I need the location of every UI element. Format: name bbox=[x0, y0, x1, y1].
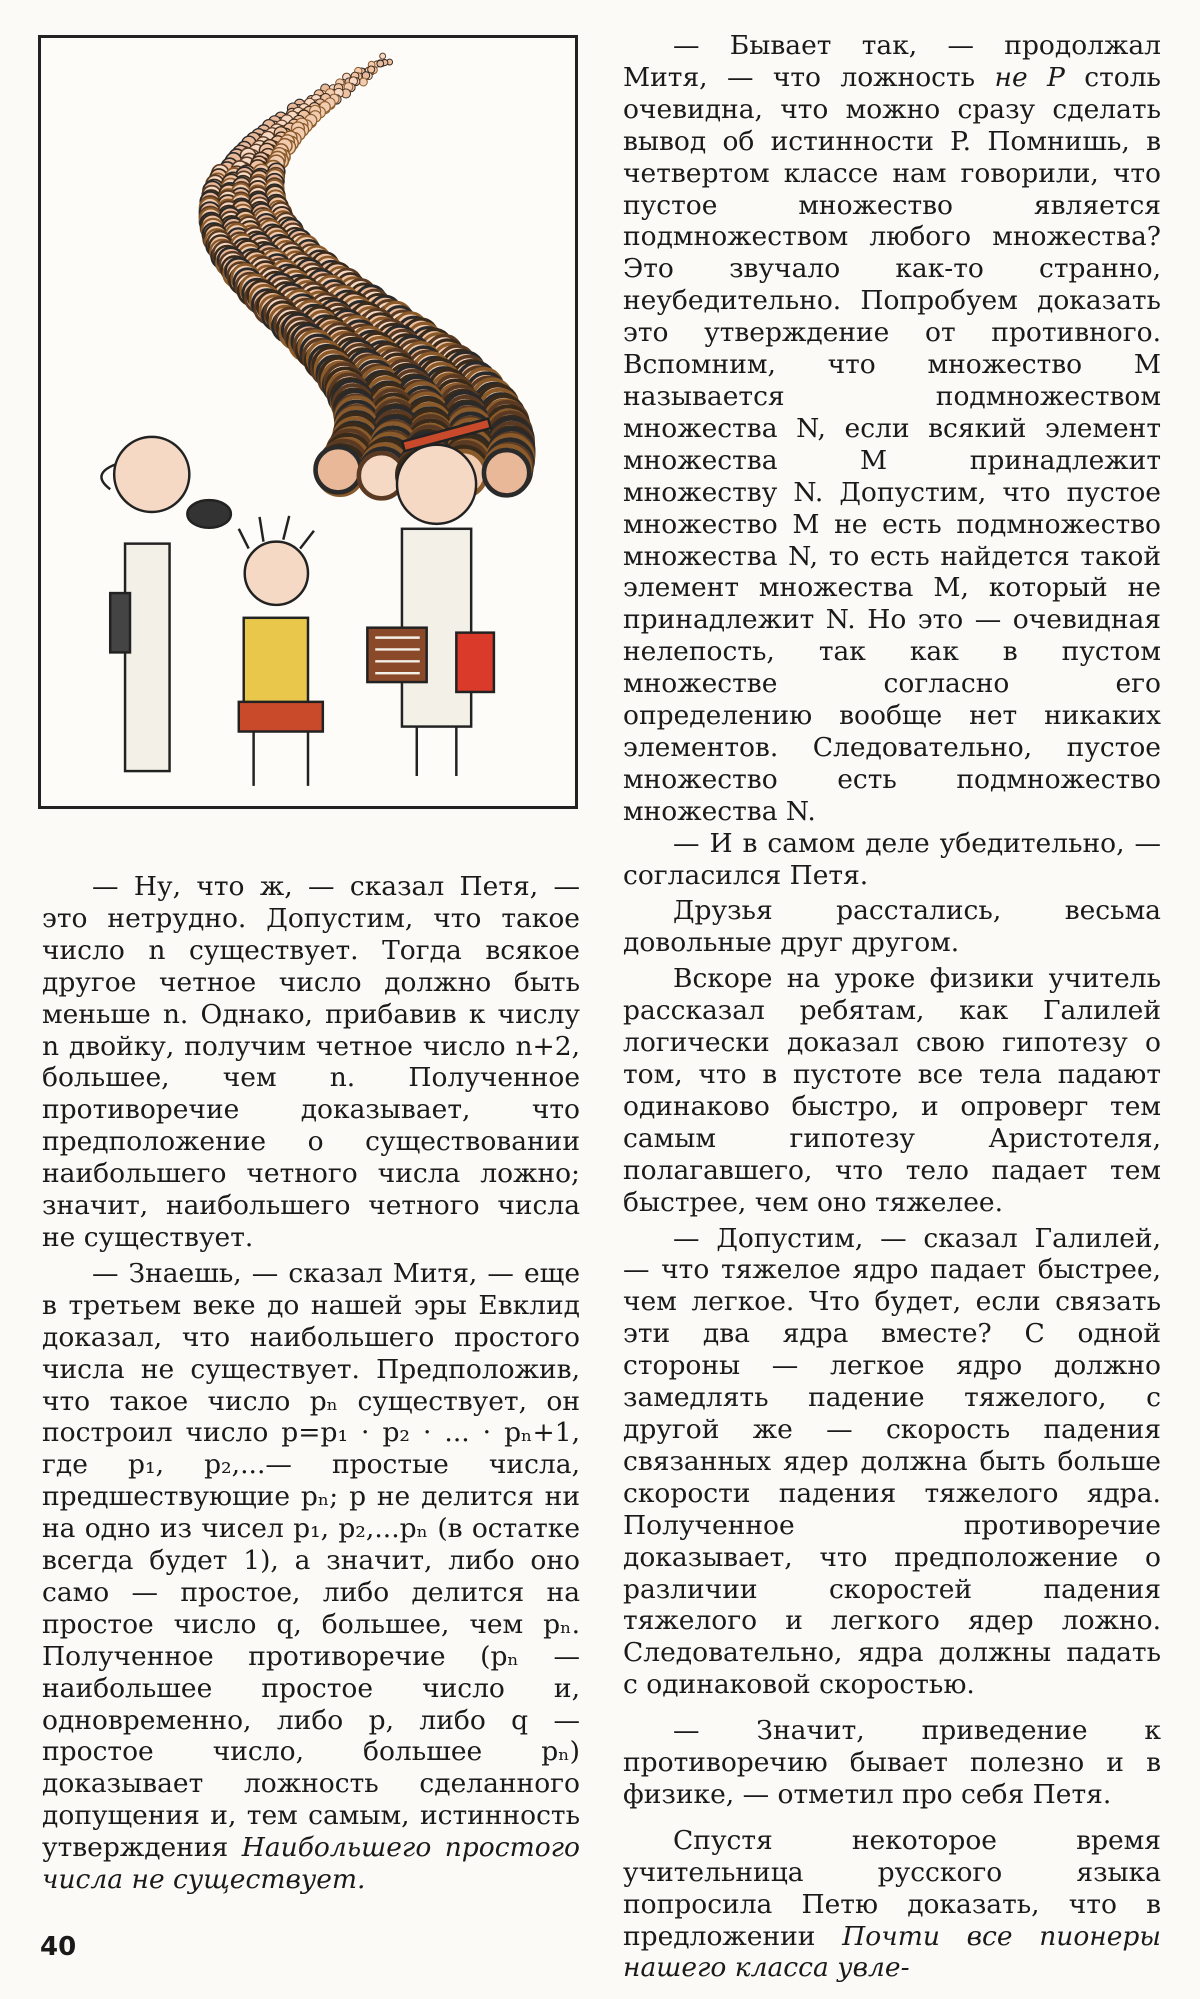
paragraph-empty-set bbox=[623, 30, 1161, 828]
seated-boy-figure bbox=[239, 516, 323, 786]
euclid-text: — Знаешь, — сказал Митя, — еще в третьем веке до нашей эры Евклид доказал, что наибольшего простого числа не существует. Предположив, что такое число pₙ существует, он построил число p=p₁ · p₂ · ... · pₙ+1, где p₁, p₂,...— простые числа, предшествующие pₙ; p не делится ни на одно из чисел p₁, p₂,...pₙ (в остатке всегда будет 1), а значит, либо оно само — простое, либо делится на простое число q, большее, чем pₙ. Полученное противоречие (pₙ — наибольшее простое число и, одновременно, либо p, либо q — простое число, большее pₙ) доказывает ложность сделанного допущения и, тем самым, истинность утверждения bbox=[42, 1257, 580, 1864]
paragraph-parted: Друзья расстались, весьма довольные друг другом. bbox=[623, 895, 1161, 959]
crowd-head bbox=[380, 53, 386, 59]
page-number: 40 bbox=[40, 1932, 77, 1962]
paragraph-euclid-proof bbox=[42, 1258, 580, 1896]
cartoon-illustration bbox=[38, 35, 578, 809]
euclid-italic-statement: Наибольшего простого числа не существует. bbox=[42, 1832, 580, 1896]
empty-set-text-b: столь очевидна, что можно сразу сделать вывод об истинности P. Помнишь, в четвертом классе нам говорили, что пустое множество является подмножеством любого множества? Это звучало как-то странно, неубедительно. Попробуем доказать это утверждение от противного. Вспомним, что множество M называется подмножеством множества N, если всякий элемент множества M принадлежит множеству N. Допустим, что пустое множество M не есть подмножество множества N, то есть найдется такой элемент множества M, который не принадлежит N. Но это — очевидная нелепость, так как в пустом множестве согласно его определению вообще нет никаких элементов. Следовательно, пустое множество есть подмножество множества N. bbox=[623, 61, 1161, 827]
crowd-drawing bbox=[41, 38, 575, 806]
paragraph-galileo-intro: Вскоре на уроке физики учитель рассказал ребятам, как Галилей логически доказал свою гипотезу о том, что в пустоте все тела падают одинаково быстро, и опроверг тем самым гипотезу Аристотеля, полагавшего, что тело падает тем быстрее, чем оно тяжелее. bbox=[623, 963, 1161, 1218]
paragraph-agreed: — И в самом деле убедительно, — согласился Петя. bbox=[623, 827, 1161, 891]
crowd-head bbox=[316, 447, 361, 492]
paragraph-physics: — Значит, приведение к противоречию бывает полезно и в физике, — отметил про себя Петя. bbox=[623, 1715, 1161, 1810]
empty-set-italic: не P bbox=[994, 61, 1065, 93]
crowd-head bbox=[377, 60, 384, 67]
russian-teacher-italic: Почти все пионеры нашего класса увле- bbox=[623, 1920, 1161, 1984]
right-text-column bbox=[623, 30, 1161, 1988]
russian-teacher-text: Спустя некоторое время учительница русского языка попросила Петю доказать, что в предложении bbox=[623, 1824, 1161, 1952]
paragraph-galileo-proof: — Допустим, — сказал Галилей, — что тяжелое ядро падает быстрее, чем легкое. Что будет, если связать эти два ядра вместе? С одной стороны — легкое ядро должно замедлять падение тяжелого, с другой же — скорость падения связанных ядер должна быть больше скорости падения тяжелого ядра. Полученное противоречие доказывает, что предположение о различии скоростей падения тяжелого и легкого ядер ложно. Следовательно, ядра должны падать с одинаковой скоростью. bbox=[623, 1222, 1161, 1701]
crowd-queue bbox=[200, 53, 534, 498]
paragraph-russian-teacher bbox=[623, 1825, 1161, 1985]
paragraph-petya-proof: — Ну, что ж, — сказал Петя, — это нетрудно. Допустим, что такое число n существует. Тогда всякое другое четное число должно быть меньше n. Однако, прибавив к числу n двойку, получим четное число n+2, большее, чем n. Полученное противоречие доказывает, что предположение о существовании наибольшего четного числа ложно; значит, наибольшего четного числа не существует. bbox=[42, 871, 580, 1253]
left-text-column bbox=[42, 871, 580, 1900]
speaker-figure bbox=[101, 437, 230, 771]
empty-set-text-a: — Бывает так, — продолжал Митя, — что ложность bbox=[623, 30, 1161, 93]
crowd-head bbox=[484, 450, 529, 495]
crowd-head bbox=[359, 78, 367, 86]
